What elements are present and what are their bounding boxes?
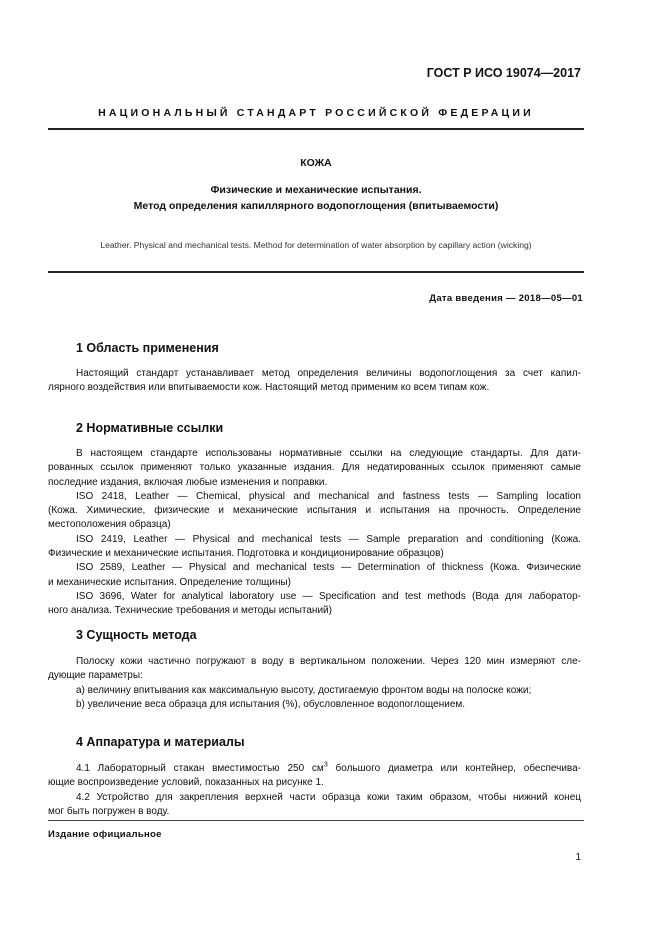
text-line: ющие воспроизведение условий, показанных на рисунке 1. bbox=[48, 777, 324, 789]
text-line: Физические и механические испытания. Подготовка и кондиционирование образцов) bbox=[48, 548, 444, 560]
document-title: КОЖА bbox=[300, 157, 332, 169]
document-subtitle-1: Физические и механические испытания. bbox=[210, 184, 422, 196]
text-line: ISO 2589, Leather — Physical and mechanical tests — Determination of thickness (Кожа. Физические bbox=[76, 562, 581, 574]
text-line: местоположения образца) bbox=[48, 519, 171, 531]
section-2-heading: 2 Нормативные ссылки bbox=[76, 421, 224, 435]
section-1-body bbox=[48, 367, 581, 396]
text-line: Полоску кожи частично погружают в воду в вертикальном положении. Через 120 мин измеряют сле- bbox=[76, 656, 581, 667]
text-line: 4.2 Устройство для закрепления верхней части образца кожи таким образом, чтобы нижний конец bbox=[76, 791, 581, 803]
section-3-body bbox=[48, 655, 581, 712]
section-4-body bbox=[48, 762, 581, 819]
text-line: лярного воздействия или впитываемости кож. Настоящий метод применим ко всем типам кож. bbox=[48, 382, 490, 394]
text-line: и механические испытания. Определение толщины) bbox=[48, 576, 292, 588]
introduction-date: Дата введения — 2018—05—01 bbox=[429, 293, 583, 304]
footer-divider bbox=[48, 820, 584, 821]
english-title: Leather. Physical and mechanical tests. Method for determination of water absorption by capillary action (wicking) bbox=[100, 240, 532, 250]
top-divider bbox=[48, 128, 584, 130]
section-3-heading: 3 Сущность метода bbox=[76, 628, 197, 642]
list-item: b) увеличение веса образца для испытания (%), обусловленное водопоглощением. bbox=[76, 698, 466, 710]
text-fragment: 4.1 Лабораторный стакан вместимостью 250 см bbox=[76, 763, 324, 774]
section-1-heading: 1 Область применения bbox=[76, 341, 219, 355]
text-line: Настоящий стандарт устанавливает метод определения величины водопоглощения за счет капил- bbox=[76, 368, 581, 379]
text-line: ISO 3696, Water for analytical laboratory use — Specification and test methods (Вода для лаборатор- bbox=[76, 590, 581, 602]
page-number: 1 bbox=[575, 852, 581, 863]
text-line: ного анализа. Технические требования и методы испытаний) bbox=[48, 605, 332, 617]
superscript: 3 bbox=[323, 761, 328, 769]
document-subtitle-2: Метод определения капиллярного водопоглощения (впитываемости) bbox=[133, 200, 499, 212]
document-code: ГОСТ Р ИСО 19074—2017 bbox=[426, 66, 581, 80]
text-line: ISO 2418, Leather — Chemical, physical and mechanical and fastness tests — Sampling location bbox=[76, 490, 581, 502]
text-line: рованных ссылок применяют только указанные издания. Для недатированных ссылок применяют самые bbox=[48, 462, 581, 474]
text-line: (Кожа. Химические, физические и механические испытания и испытания на прочность. Определение bbox=[48, 505, 581, 517]
section-2-body bbox=[48, 447, 581, 619]
text-line: ISO 2419, Leather — Physical and mechanical tests — Sample preparation and conditioning (Кожа. bbox=[76, 533, 581, 545]
text-line: В настоящем стандарте использованы нормативные ссылки на следующие стандарты. Для дати- bbox=[76, 448, 581, 459]
national-standard-banner: НАЦИОНАЛЬНЫЙ СТАНДАРТ РОССИЙСКОЙ ФЕДЕРАЦИИ bbox=[98, 107, 534, 119]
title-divider bbox=[48, 271, 584, 273]
official-edition-label: Издание официальное bbox=[48, 829, 162, 840]
section-4-heading: 4 Аппаратура и материалы bbox=[76, 735, 245, 749]
text-line: дующие параметры: bbox=[48, 670, 143, 682]
text-fragment: большого диаметра или контейнер, обеспечива- bbox=[327, 763, 581, 774]
text-line: мог быть погружен в воду. bbox=[48, 805, 170, 817]
text-line: последние издания, включая любые изменения и поправки. bbox=[48, 476, 328, 488]
list-item: a) величину впитывания как максимальную высоту, достигаемую фронтом воды на полоске кожи; bbox=[76, 684, 532, 696]
text-line bbox=[48, 762, 581, 776]
